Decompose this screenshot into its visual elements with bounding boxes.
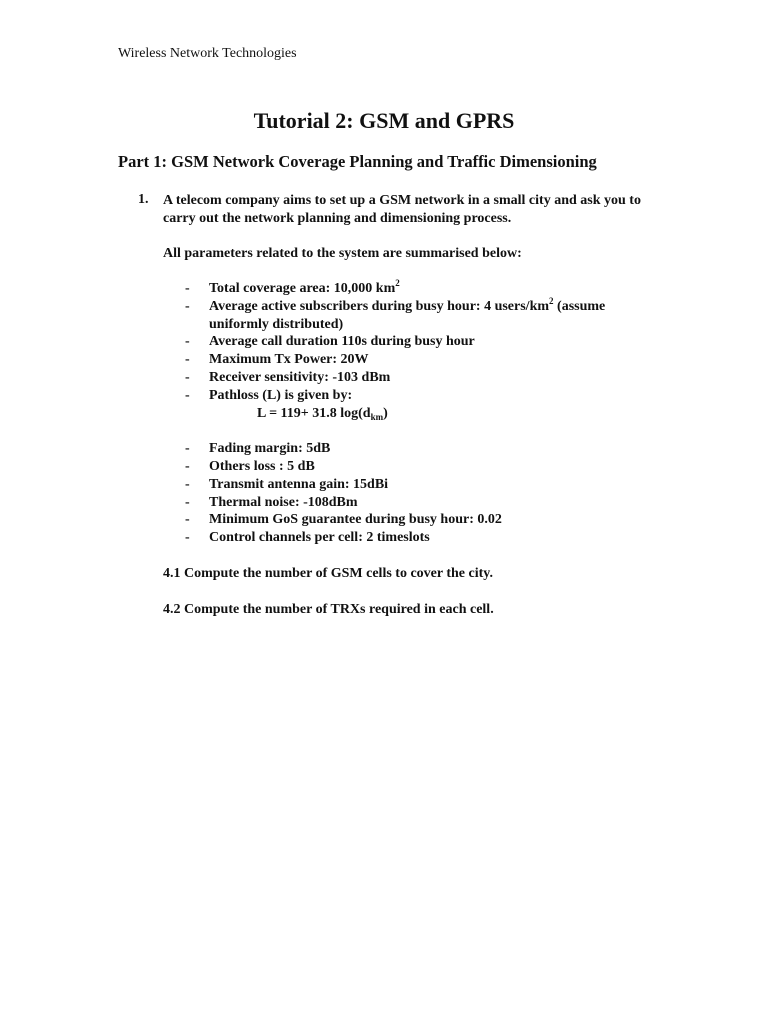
coverage-area: Total coverage area: 10,000 km (209, 281, 396, 296)
gos-guarantee: Minimum GoS guarantee during busy hour: 0.02 (209, 512, 502, 528)
receiver-sensitivity: Receiver sensitivity: -103 dBm (209, 369, 391, 385)
parameter-item (185, 369, 665, 387)
parameter-item (185, 494, 665, 512)
parameter-item (185, 476, 665, 494)
subscript: km (370, 411, 384, 422)
superscript: 2 (395, 278, 400, 288)
superscript: 2 (549, 295, 554, 306)
active-subscribers-note: (assume uniformly distributed) (209, 298, 606, 332)
active-subscribers: Average active subscribers during busy hour: 4 users/km (209, 298, 550, 314)
others-loss: Others loss : 5 dB (209, 458, 315, 474)
parameter-item (185, 458, 665, 476)
list-dash: - (185, 458, 190, 474)
subquestion-4-1: 4.1 Compute the number of GSM cells to cover the city. (163, 566, 493, 581)
list-dash: - (185, 494, 190, 510)
question-text: A telecom company aims to set up a GSM network in a small city and ask you to carry out the network planning and dimensioning process. (163, 193, 641, 226)
call-duration: Average call duration 110s during busy hour (209, 334, 475, 350)
parameter-item (185, 387, 665, 405)
pathloss: Pathloss (L) is given by: (209, 387, 353, 403)
parameter-item (185, 529, 665, 547)
parameter-list (185, 280, 665, 547)
pathloss-formula (185, 405, 665, 423)
parameter-item (185, 351, 665, 369)
list-dash: - (185, 352, 190, 368)
list-dash: - (185, 298, 190, 314)
subquestion-4-2: 4.2 Compute the number of TRXs required in each cell. (163, 602, 494, 617)
running-header: Wireless Network Technologies (118, 46, 297, 61)
list-dash: - (185, 441, 190, 457)
parameter-item (185, 511, 665, 529)
list-dash: - (185, 334, 190, 350)
question-number: 1. (138, 192, 149, 207)
formula-main: L = 119+ 31.8 log(d (257, 405, 371, 421)
list-dash: - (185, 387, 190, 403)
list-dash: - (185, 369, 190, 385)
page-title: Tutorial 2: GSM and GPRS (253, 108, 515, 133)
parameter-item (185, 333, 665, 351)
part-heading: Part 1: GSM Network Coverage Planning and Traffic Dimensioning (118, 152, 597, 171)
list-dash: - (185, 476, 190, 492)
control-channels: Control channels per cell: 2 timeslots (209, 530, 430, 546)
parameter-item (185, 440, 665, 458)
parameters-intro: All parameters related to the system are summarised below: (163, 246, 522, 261)
list-dash: - (185, 512, 190, 528)
list-dash: - (185, 281, 190, 296)
formula-close: ) (383, 405, 388, 421)
list-dash: - (185, 530, 190, 546)
tx-power: Maximum Tx Power: 20W (209, 352, 369, 368)
fading-margin: Fading margin: 5dB (209, 441, 331, 457)
thermal-noise: Thermal noise: -108dBm (209, 494, 358, 510)
parameter-item (185, 280, 665, 298)
antenna-gain: Transmit antenna gain: 15dBi (209, 476, 389, 492)
parameter-item (185, 295, 665, 334)
